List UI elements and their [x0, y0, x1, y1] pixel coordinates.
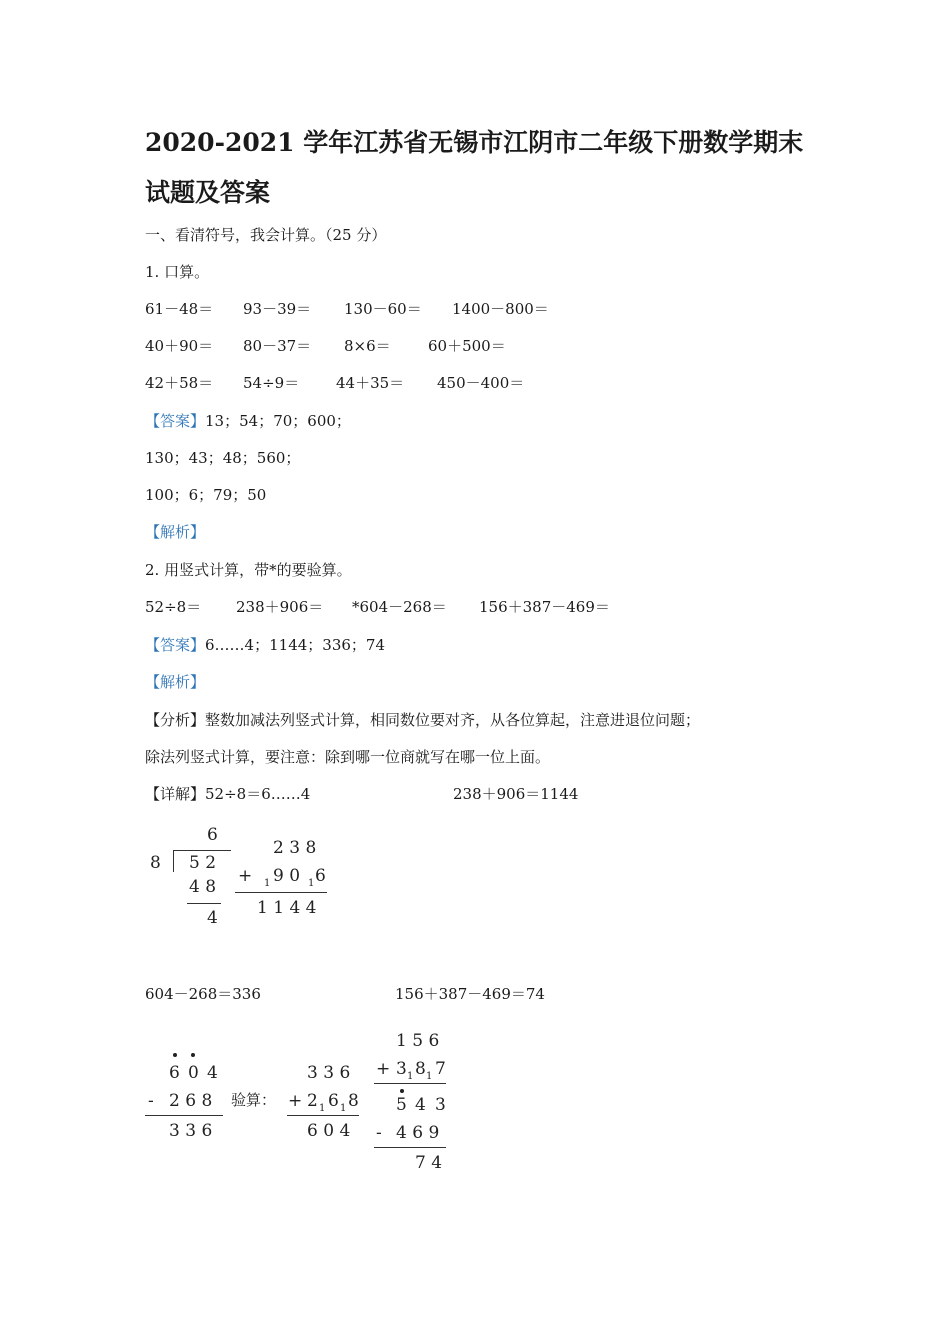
- question-2-label: 2. 用竖式计算，带*的要验算。: [145, 561, 352, 579]
- long-division: [145, 825, 245, 935]
- addend-1: 3 3 6: [307, 1063, 351, 1083]
- expr: 238＋906＝: [236, 598, 324, 616]
- addend-2b: 6: [315, 866, 326, 886]
- expr: 61－48＝: [145, 300, 214, 318]
- answer-tag: 【答案】: [145, 412, 206, 430]
- division-bracket: [173, 850, 174, 872]
- answer-text: 6……4；1144；336；74: [205, 636, 385, 654]
- check-label: 验算：: [231, 1091, 277, 1109]
- product: 4 8: [189, 877, 217, 897]
- rule: [145, 1115, 223, 1116]
- fenxi-text: 整数加减法列竖式计算，相同数位要对齐，从各位算起，注意进退位问题；: [205, 711, 701, 729]
- remainder: 4: [207, 908, 218, 928]
- answer-text: 13；54；70；600；: [205, 412, 351, 430]
- subtrahend: 4 6 9: [396, 1123, 440, 1143]
- detail-text-4: 156＋387－469＝74: [395, 985, 545, 1003]
- expr: 450－400＝: [437, 374, 525, 392]
- plus-sign: +: [288, 1091, 303, 1111]
- rule: [187, 903, 221, 904]
- expr: 44＋35＝: [336, 374, 405, 392]
- detail-text-2: 238＋906＝1144: [453, 785, 579, 803]
- detail-text: 52÷8＝6……4: [205, 785, 311, 803]
- digit: 6: [328, 1091, 339, 1111]
- digit: 7: [435, 1059, 446, 1079]
- expr: 80－37＝: [243, 337, 312, 355]
- detail-tag: 【详解】: [145, 785, 206, 803]
- digit: 8: [415, 1059, 426, 1079]
- rule: [374, 1147, 446, 1148]
- answer-tag: 【答案】: [145, 636, 206, 654]
- borrow-dot: [173, 1053, 177, 1057]
- addend-1: 2 3 8: [273, 838, 317, 858]
- expr: 156＋387－469＝: [479, 598, 610, 616]
- digit: 3: [435, 1095, 446, 1115]
- addend-2a: 9 0: [273, 866, 301, 886]
- section-heading: 一、看清符号，我会计算。（25 分）: [145, 226, 387, 244]
- digit: 4: [415, 1095, 426, 1115]
- page-title: 2020-2021 学年江苏省无锡市江阴市二年级下册数学期末试题及答案: [145, 128, 804, 207]
- analysis-line-1: [145, 710, 700, 730]
- expr: 54÷9＝: [243, 374, 300, 392]
- minus-sign: -: [148, 1091, 154, 1111]
- expr: 93－39＝: [243, 300, 312, 318]
- divisor: 8: [150, 853, 161, 873]
- plus-sign: +: [238, 866, 253, 886]
- analysis-tag-q2: 【解析】: [145, 673, 206, 691]
- difference: 3 3 6: [169, 1121, 213, 1141]
- analysis-line-2: 除法列竖式计算，要注意：除到哪一位商就写在哪一位上面。: [145, 748, 551, 766]
- rule: [374, 1083, 446, 1084]
- digit: 5: [396, 1095, 407, 1115]
- detail-line-1: [145, 784, 310, 804]
- vertical-addition-1: [235, 838, 335, 928]
- vertical-subtraction-1: [145, 1055, 225, 1145]
- expr: 52÷8＝: [145, 598, 202, 616]
- answer-line-3: 100；6；79；50: [145, 486, 267, 504]
- analysis-tag: 【解析】: [145, 523, 206, 541]
- answer-line-q2: [145, 635, 385, 655]
- minuend-digit: 4: [207, 1063, 218, 1083]
- addend-1: 1 5 6: [396, 1031, 440, 1051]
- borrow-dot: [191, 1053, 195, 1057]
- expr: 42＋58＝: [145, 374, 214, 392]
- answer-line-1: [145, 411, 351, 431]
- vertical-mixed-operation: [374, 1031, 454, 1181]
- division-bar: [173, 850, 231, 851]
- carry-mark: 1: [264, 878, 271, 889]
- carry-mark: 1: [426, 1071, 433, 1082]
- expr: 60＋500＝: [428, 337, 506, 355]
- carry-mark: 1: [319, 1103, 326, 1114]
- sum: 1 1 4 4: [257, 898, 317, 918]
- detail-text-3: 604－268＝336: [145, 985, 261, 1003]
- carry-mark: 1: [407, 1071, 414, 1082]
- result: 7 4: [415, 1153, 443, 1173]
- minus-sign: -: [376, 1123, 382, 1143]
- carry-mark: 1: [340, 1103, 347, 1114]
- digit: 2: [307, 1091, 318, 1111]
- carry-mark: 1: [308, 878, 315, 889]
- rule: [235, 892, 327, 893]
- subtrahend: 2 6 8: [169, 1091, 213, 1111]
- expr: 40＋90＝: [145, 337, 214, 355]
- vertical-check-addition: [287, 1063, 367, 1153]
- minuend-digit: 0: [188, 1063, 199, 1083]
- expr: 1400－800＝: [452, 300, 549, 318]
- digit: 8: [348, 1091, 359, 1111]
- fenxi-tag: 【分析】: [145, 711, 206, 729]
- quotient: 6: [207, 825, 218, 845]
- expr: 130－60＝: [344, 300, 422, 318]
- borrow-dot: [400, 1089, 404, 1093]
- rule: [287, 1115, 359, 1116]
- minuend-digit: 6: [169, 1063, 180, 1083]
- expr: *604－268＝: [352, 598, 447, 616]
- question-1-label: 1. 口算。: [145, 263, 210, 281]
- answer-line-2: 130；43；48；560；: [145, 449, 301, 467]
- plus-sign: +: [376, 1059, 391, 1079]
- dividend: 5 2: [189, 853, 217, 873]
- sum: 6 0 4: [307, 1121, 351, 1141]
- digit: 3: [396, 1059, 407, 1079]
- expr: 8×6＝: [344, 337, 391, 355]
